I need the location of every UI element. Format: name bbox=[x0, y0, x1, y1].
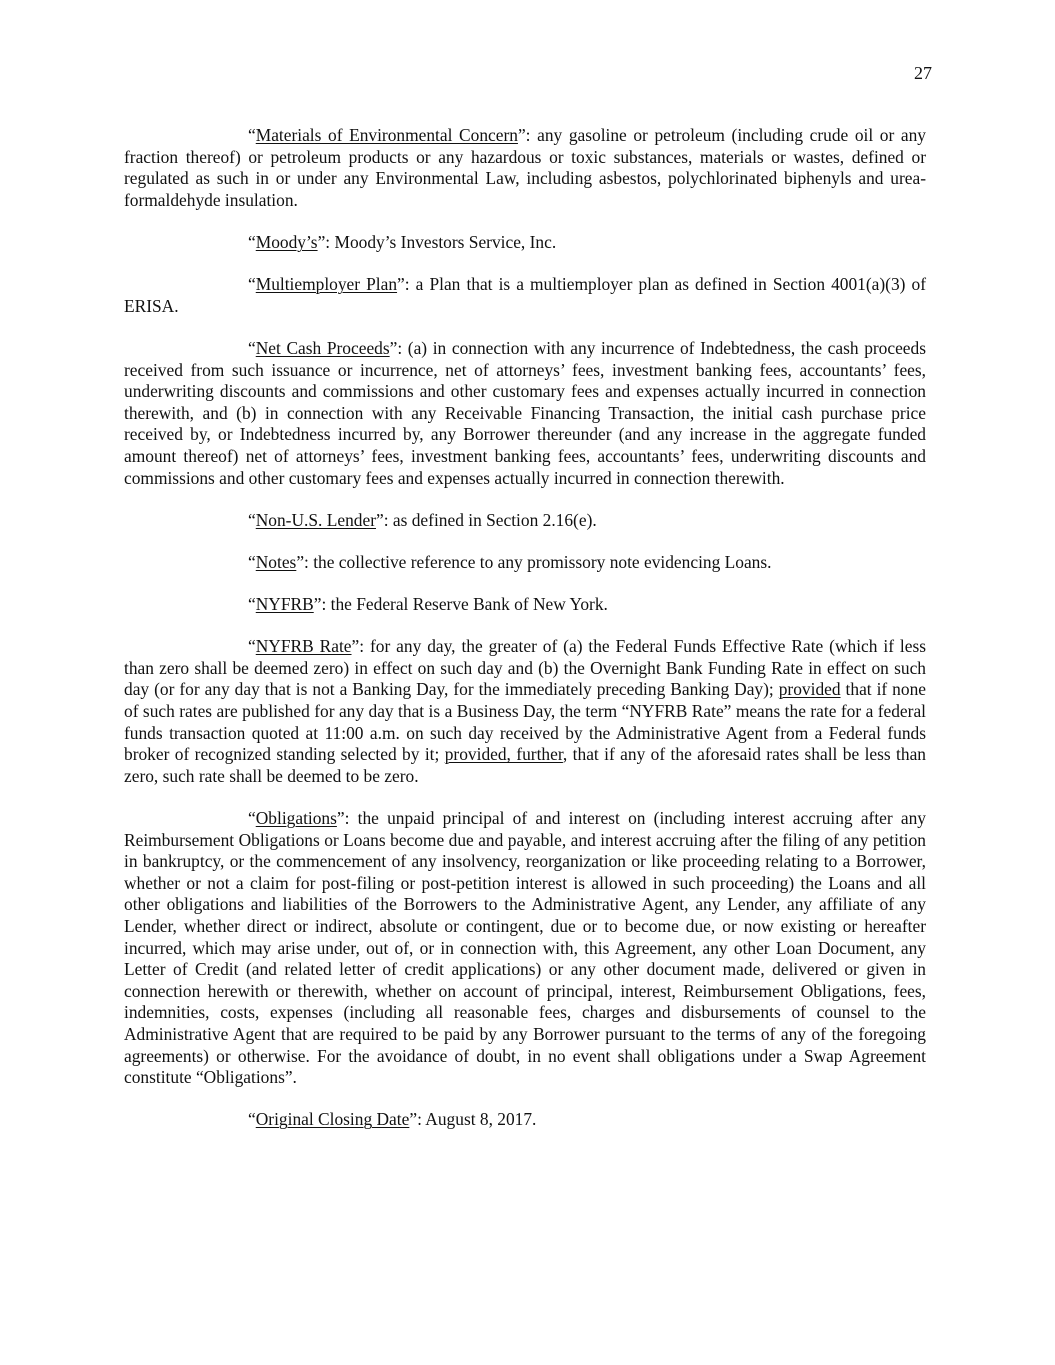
term-separator: ”: bbox=[409, 1109, 426, 1130]
definition-notes: “Notes”: the collective reference to any promissory note evidencing Loans. bbox=[248, 551, 772, 572]
defined-term: NYFRB bbox=[255, 594, 314, 615]
definition-net-cash-proceeds: “Net Cash Proceeds”: (a) in connection with any incurrence of Indebtedness, the cash proceeds received from such issuance or incurrence, net of attorneys’ fees, investment banking fees, accountants’ fees, underwriting discounts and commissions and other customary fees and expenses actually incurred in connection therewith, and (b) in connection with any Receivable Financing Transaction, the initial cash purchase price received by, or Indebtedness incurred by, any Borrower thereunder (and any increase in the aggregate funded amount thereof) net of attorneys’ fees, investment banking fees, accountants’ fees, underwriting discounts and commissions and other customary fees and expenses actually incurred in connection therewith. bbox=[124, 337, 926, 488]
document-body bbox=[124, 125, 926, 1152]
page-number: 27 bbox=[914, 63, 932, 83]
term-separator: ”: bbox=[389, 337, 408, 358]
defined-term: NYFRB Rate bbox=[255, 636, 352, 657]
proviso-term: provided bbox=[778, 679, 841, 700]
term-separator: ”: bbox=[296, 551, 314, 572]
definition-non-us-lender: “Non-U.S. Lender”: as defined in Section 2.16(e). bbox=[248, 509, 597, 530]
definition-text: the unpaid principal of and interest on (including interest accruing after any Reimbursement Obligations or Loans become due and payable, and interest accruing after the filing of any petition in bankruptcy, or the commencement of any insolvency, reorganization or like proceeding relating to a Borrower, whether or not a claim for post-filing or post-petition interest is allowed in such proceeding) the Loans and all other obligations and liabilities of the Borrowers to the Administrative Agent, any Lender, any affiliate of any Lender, whether direct or indirect, absolute or contingent, due or to become due, or now existing or hereafter incurred, which may arise under, out of, or in connection with, this Agreement, any other Loan Document, any Letter of Credit (and related letter of credit applications) or any other document made, delivered or given in connection herewith or therewith, whether on account of principal, interest, Reimbursement Obligations, fees, indemnities, costs, expenses (including all reasonable fees, charges and disbursements of counsel to the Administrative Agent that are required to be paid by any Borrower pursuant to the terms of any of the foregoing agreements) or otherwise. For the avoidance of doubt, in no event shall obligations under a Swap Agreement constitute “Obligations”. bbox=[124, 808, 926, 1088]
definition-original-closing-date: “Original Closing Date”: August 8, 2017. bbox=[248, 1109, 537, 1130]
defined-term: Non-U.S. Lender bbox=[255, 509, 376, 530]
term-separator: ”: bbox=[351, 636, 370, 657]
defined-term: Net Cash Proceeds bbox=[255, 337, 390, 358]
term-separator: ”: bbox=[313, 594, 331, 615]
term-separator: ”: bbox=[397, 274, 416, 295]
definition-text: that if none of such rates are published for any day that is a Business Day, the term “NYFRB Rate” means the rate for a federal funds transaction quoted at 11:00 a.m. on such day received by the Administrative Agent from a Federal funds broker of recognized standing selected by it; bbox=[124, 679, 926, 765]
proviso-term: provided, further bbox=[444, 744, 563, 765]
defined-term: Notes bbox=[255, 551, 297, 572]
definition-text: the collective reference to any promissory note evidencing Loans. bbox=[313, 551, 772, 572]
defined-term: Original Closing Date bbox=[255, 1109, 410, 1130]
defined-term: Obligations bbox=[255, 808, 337, 828]
term-separator: ”: bbox=[376, 509, 393, 530]
definition-text: as defined in Section 2.16(e). bbox=[392, 509, 597, 530]
definition-text: any gasoline or petroleum (including crude oil or any fraction thereof) or petroleum products or any hazardous or toxic substances, materials or wastes, defined or regulated as such in or under any Environmental Law, including asbestos, polychlorinated biphenyls and urea-formaldehyde insulation. bbox=[124, 125, 926, 210]
definition-text: (a) in connection with any incurrence of Indebtedness, the cash proceeds received from such issuance or incurrence, net of attorneys’ fees, investment banking fees, accountants’ fees, underwriting discounts and commissions and other customary fees and expenses actually incurred in connection therewith, and (b) in connection with any Receivable Financing Transaction, the initial cash purchase price received by, or Indebtedness incurred by, any Borrower thereunder (and any increase in the aggregate funded amount thereof) net of attorneys’ fees, investment banking fees, accountants’ fees, underwriting discounts and commissions and other customary fees and expenses actually incurred in connection therewith. bbox=[124, 337, 926, 488]
definition-nyfrb-rate: “NYFRB Rate”: for any day, the greater of (a) the Federal Funds Effective Rate (which if less than zero shall be deemed zero) in effect on such day and (b) the Overnight Bank Funding Rate in effect on such day (or for any day that is not a Banking Day, for the immediately preceding Banking Day); provided that if none of such rates are published for any day that is a Business Day, the term “NYFRB Rate” means the rate for a federal funds transaction quoted at 11:00 a.m. on such day received by the Administrative Agent from a Federal funds broker of recognized standing selected by it; provided, further, that if any of the aforesaid rates shall be less than zero, such rate shall be deemed to be zero. bbox=[124, 636, 926, 786]
term-separator: ”: bbox=[336, 808, 358, 828]
definition-text: , that if any of the aforesaid rates shall be less than zero, such rate shall be deemed to be zero. bbox=[124, 744, 926, 786]
definition-text: a Plan that is a multiemployer plan as defined in Section 4001(a)(3) of ERISA. bbox=[124, 274, 926, 316]
definition-text: August 8, 2017. bbox=[425, 1109, 537, 1130]
definition-text: for any day, the greater of (a) the Federal Funds Effective Rate (which if less than zero shall be deemed zero) in effect on such day and (b) the Overnight Bank Funding Rate in effect on such day (or for any day that is not a Banking Day, for the immediately preceding Banking Day); bbox=[124, 636, 926, 700]
definition-multiemployer-plan: “Multiemployer Plan”: a Plan that is a multiemployer plan as defined in Section 4001(a)(3) of ERISA. bbox=[124, 274, 926, 316]
defined-term: Materials of Environmental Concern bbox=[255, 125, 518, 145]
defined-term: Moody’s bbox=[255, 231, 318, 252]
definition-materials-of-environmental-concern: “Materials of Environmental Concern”: any gasoline or petroleum (including crude oil or any fraction thereof) or petroleum products or any hazardous or toxic substances, materials or wastes, defined or regulated as such in or under any Environmental Law, including asbestos, polychlorinated biphenyls and urea-formaldehyde insulation. bbox=[124, 125, 926, 210]
defined-term: Multiemployer Plan bbox=[255, 274, 398, 295]
definition-nyfrb: “NYFRB”: the Federal Reserve Bank of New York. bbox=[248, 594, 608, 615]
definition-text: Moody’s Investors Service, Inc. bbox=[334, 231, 557, 252]
definition-moodys: “Moody’s”: Moody’s Investors Service, Inc. bbox=[248, 231, 557, 252]
term-separator: ”: bbox=[317, 231, 335, 252]
definition-text: the Federal Reserve Bank of New York. bbox=[330, 594, 608, 615]
term-separator: ”: bbox=[517, 125, 538, 145]
definition-obligations: “Obligations”: the unpaid principal of and interest on (including interest accruing after any Reimbursement Obligations or Loans become due and payable, and interest accruing after the filing of any petition in bankruptcy, or the commencement of any insolvency, reorganization or like proceeding relating to a Borrower, whether or not a claim for post-filing or post-petition interest is allowed in such proceeding) the Loans and all other obligations and liabilities of the Borrowers to the Administrative Agent, any Lender, any affiliate of any Lender, whether direct or indirect, absolute or contingent, due or to become due, or now existing or hereafter incurred, which may arise under, out of, or in connection with, this Agreement, any other Loan Document, any Letter of Credit (and related letter of credit applications) or any other document made, delivered or given in connection herewith or therewith, whether on account of principal, interest, Reimbursement Obligations, fees, indemnities, costs, expenses (including all reasonable fees, charges and disbursements of counsel to the Administrative Agent that are required to be paid by any Borrower pursuant to the terms of any of the foregoing agreements) or otherwise. For the avoidance of doubt, in no event shall obligations under a Swap Agreement constitute “Obligations”. bbox=[124, 808, 926, 1088]
